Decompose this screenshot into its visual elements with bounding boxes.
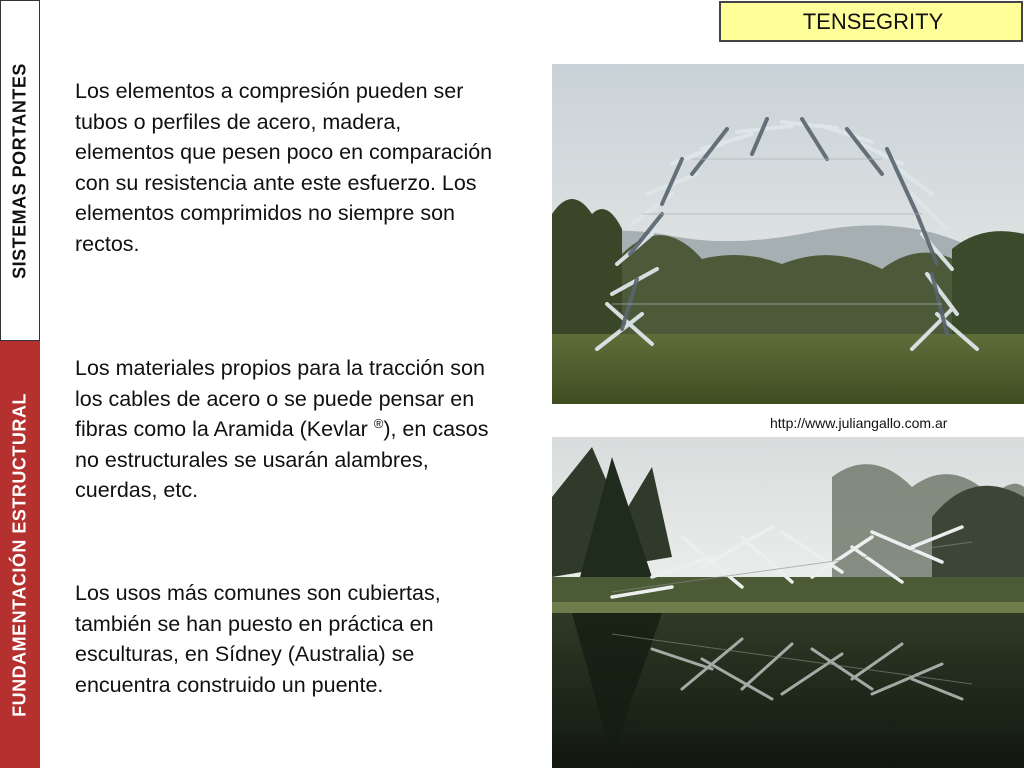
registered-mark: ® [373,415,384,431]
image-credit-link[interactable]: http://www.juliangallo.com.ar [770,415,948,431]
paragraph-uses: Los usos más comunes son cubiertas, también se han puesto en práctica en esculturas, en Sídney (Australia) se encuentra construido un puente. [75,581,441,697]
paragraph-tension-part-b: ), en casos no estructurales se usarán alambres, cuerdas, etc. [75,417,489,502]
bridge-illustration [552,437,1024,768]
paragraph-tension-part-a: Los materiales propios para la tracción son los cables de acero o se puede pensar en fibras como la Aramida (Kevlar [75,356,485,441]
sidebar-section-top [0,0,40,341]
arch-illustration [552,64,1024,404]
paragraph-tension [75,353,495,506]
sidebar-section-bottom [0,341,40,768]
tensegrity-bridge-photo [552,437,1024,768]
sidebar-label-top: SISTEMAS PORTANTES [9,62,30,279]
slide-title: TENSEGRITY [802,8,944,34]
paragraph-compression: Los elementos a compresión pueden ser tubos o perfiles de acero, madera, elementos que pesen poco en comparación con su resistencia ante este esfuerzo. Los elementos comprimidos no siempre son rectos. [75,79,493,256]
sidebar-label-bottom: FUNDAMENTACIÓN ESTRUCTURAL [9,392,30,717]
tensegrity-arch-photo [552,64,1024,404]
slide-title-box [719,1,1023,42]
